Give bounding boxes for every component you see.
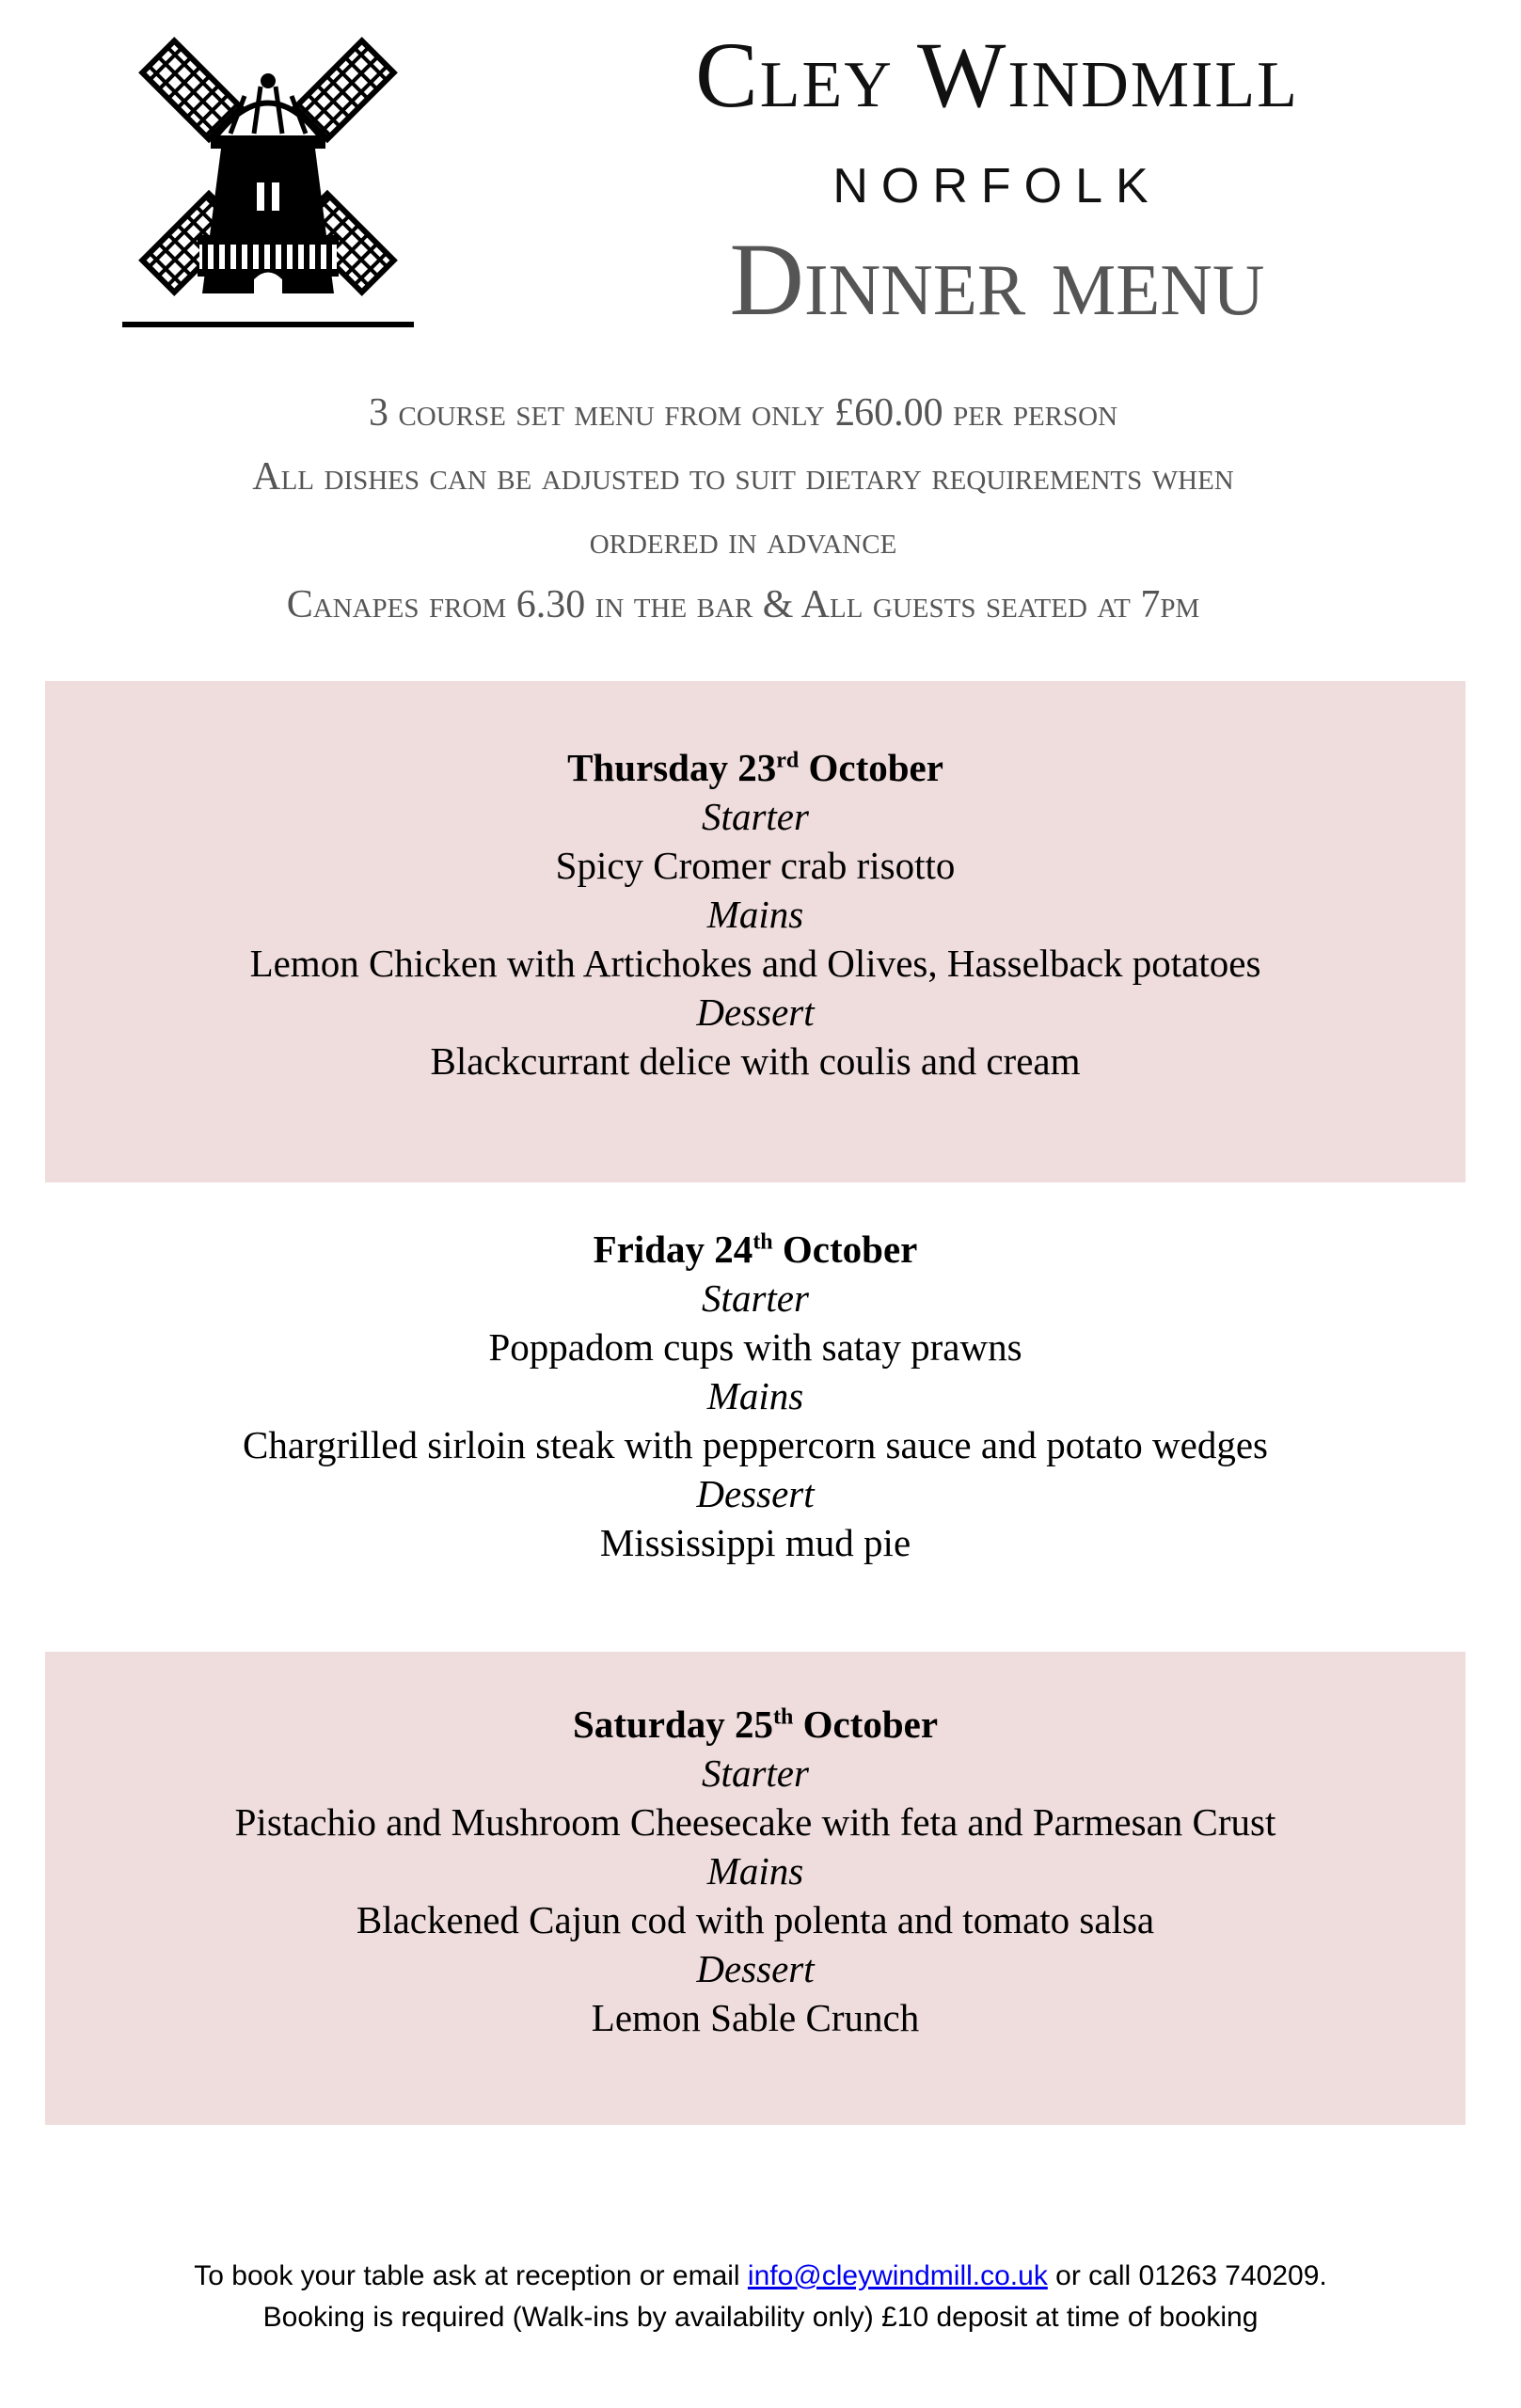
mains-dish: Blackened Cajun cod with polenta and tomato salsa: [356, 1898, 1155, 1941]
mains-dish: Lemon Chicken with Artichokes and Olives, Hasselback potatoes: [249, 942, 1261, 985]
day-title: Thursday 23rd October: [567, 746, 943, 789]
dessert-label: Dessert: [696, 1472, 815, 1515]
starter-label: Starter: [702, 1751, 809, 1795]
day-section-friday: [45, 1225, 1466, 1567]
brand-title: Cley Windmill: [695, 23, 1299, 127]
menu-intro: [28, 381, 1458, 637]
intro-dietary-cont: ordered in advance: [589, 519, 897, 562]
day-section-saturday: [45, 1652, 1466, 2125]
starter-label: Starter: [702, 795, 809, 838]
day-title: Friday 24th October: [593, 1228, 918, 1271]
dessert-dish: Blackcurrant delice with coulis and cream: [430, 1039, 1081, 1083]
intro-dietary: All dishes can be adjusted to suit dietary requirements when: [252, 455, 1234, 499]
brand-header: [508, 23, 1486, 337]
starter-dish: Spicy Cromer crab risotto: [555, 844, 956, 887]
menu-title: Dinner menu: [729, 222, 1265, 337]
booking-footer: [0, 2256, 1521, 2338]
day-section-thursday: [45, 681, 1466, 1182]
mains-label: Mains: [706, 1849, 804, 1893]
starter-dish: Pistachio and Mushroom Cheesecake with feta and Parmesan Crust: [234, 1800, 1276, 1844]
booking-deposit-note: Booking is required (Walk-ins by availability only) £10 deposit at time of booking: [262, 2302, 1259, 2333]
email-link[interactable]: info@cleywindmill.co.uk: [747, 2260, 1048, 2291]
dessert-dish: Mississippi mud pie: [599, 1521, 911, 1564]
day-title: Saturday 25th October: [572, 1703, 939, 1746]
dessert-label: Dessert: [696, 990, 815, 1034]
starter-label: Starter: [702, 1276, 809, 1320]
mains-label: Mains: [706, 893, 804, 936]
windmill-logo-icon: [113, 11, 423, 341]
intro-timing: Canapes from 6.30 in the bar & All guests seated at 7pm: [286, 583, 1200, 626]
dessert-dish: Lemon Sable Crunch: [591, 1996, 920, 2039]
brand-location: NORFOLK: [832, 159, 1162, 214]
booking-line: To book your table ask at reception or email info@cleywindmill.co.uk or call 01263 740209.: [194, 2260, 1327, 2291]
starter-dish: Poppadom cups with satay prawns: [488, 1325, 1022, 1369]
intro-price: 3 course set menu from only £60.00 per person: [368, 391, 1118, 435]
dessert-label: Dessert: [696, 1947, 815, 1990]
mains-label: Mains: [706, 1374, 804, 1418]
mains-dish: Chargrilled sirloin steak with peppercorn sauce and potato wedges: [243, 1423, 1268, 1466]
